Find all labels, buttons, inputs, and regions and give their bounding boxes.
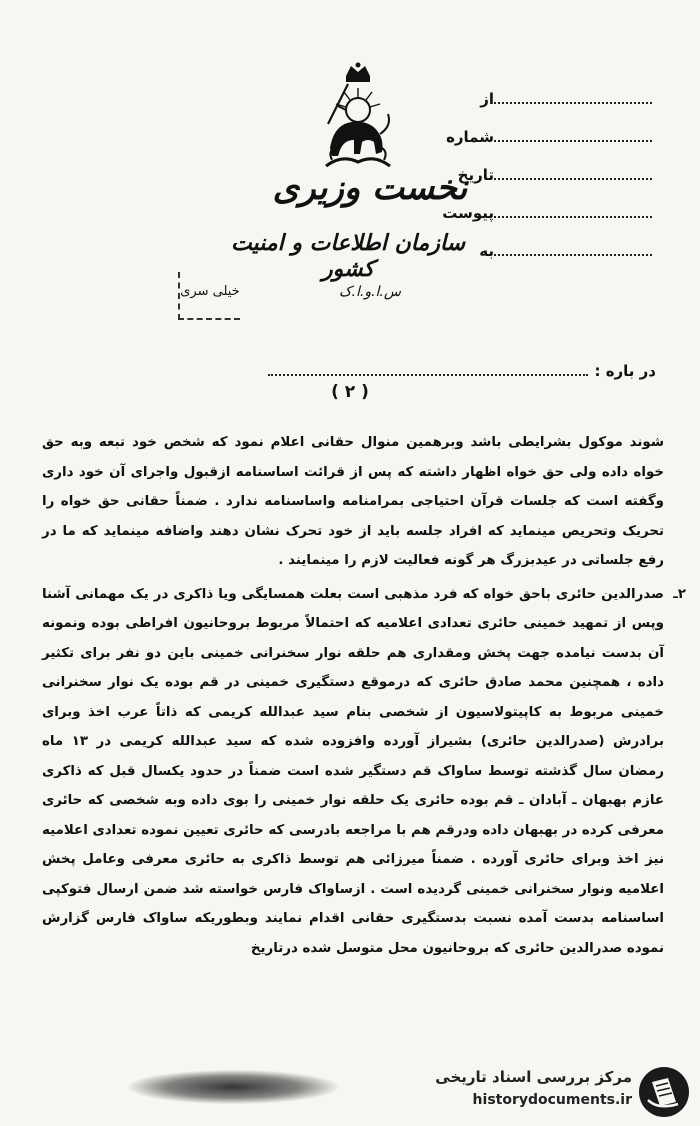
archive-logo-icon xyxy=(638,1066,690,1118)
field-dotted-line xyxy=(494,90,652,104)
field-attachment xyxy=(438,184,658,222)
field-label: از xyxy=(480,90,494,108)
item-text: صدرالدین حائری باحق خواه که فرد مذهبی است بعلت همسایگی ویا ذاکری در یک مهمانی آشنا وپس از تمهید خمینی حائری تعدادی اعلامیه که احتمالاً مربوط بروحانیون افراطی بوده ونمونه آن بدست نیامده جهت پخش ومقداری هم حلقه نوار سخنرانی خمینی باین دو نفر برای تکثیر داده ، همچنین محمد صادق حائری که درموقع دستگیری خمینی در قم بوده یک نوار سخنرانی خمینی مربوط به کاپیتولاسیون از شخصی بنام سید عبدالله کریمی که ذاتاً عرب اخذ وبرای برادرش (صدرالدین حائری) بشیراز آورده وافزوده شده که سید عبدالله کریمی در ۱۳ ماه رمضان سال گذشته توسط ساواک قم دستگیر شده است ضمناً در حدود یکسال قبل که ذاکری عازم بهبهان ـ آبادان ـ قم بوده حائری یک حلقه نوار خمینی را بوی داده وبه شخصی که حائری معرفی کرده در بهبهان داده ودرقم هم با مراجعه بادرسی که حائری تعیین نموده تعدادی اعلامیه نیز اخذ وبرای حائری آورده . ضمناً میرزائی هم توسط ذاکری به حائری معرفی وعامل پخش اعلامیه ونوار سخنرانی خمینی گردیده است . ازساواک فارس خواسته شد ضمن ارسال فتوکپی اساسنامه بدست آمده نسبت بدستگیری حقانی اقدام نمایند وبطوریکه ساواک فارس گزارش نموده صدرالدین حائری که بروحانیون محل متوسل شده درتاریخ xyxy=(42,586,664,956)
subject-dotted-line xyxy=(268,364,588,376)
ink-smudge xyxy=(128,1070,338,1104)
item-number: ۲ـ xyxy=(673,586,686,602)
subject-label: در باره : xyxy=(594,362,656,380)
watermark-url: historydocuments.ir xyxy=(472,1092,632,1108)
field-label: شماره xyxy=(446,128,494,146)
field-dotted-line xyxy=(494,166,652,180)
field-dotted-line xyxy=(494,128,652,142)
header-fields xyxy=(438,70,658,260)
field-from xyxy=(438,70,658,108)
field-dotted-line xyxy=(494,242,652,256)
ministry-title: نخست وزیری xyxy=(272,168,468,208)
field-number xyxy=(438,108,658,146)
lion-and-sun-emblem-icon xyxy=(318,62,398,174)
subject-line xyxy=(16,362,656,380)
field-date xyxy=(438,146,658,184)
watermark xyxy=(410,1066,690,1118)
page-number: ( ۲ ) xyxy=(331,382,369,402)
field-label: پیوست xyxy=(442,204,494,222)
field-label: تاریخ xyxy=(457,166,494,184)
field-dotted-line xyxy=(494,204,652,218)
body-paragraph: شوند موکول بشرایطی باشد وبرهمین منوال حقانی اعلام نمود که شخص خود تبعه وبه حق خواه داده ولی حق خواه اظهار داشته که پس از قرائت اساسنامه ازقبول واجرای آن خود داری وگفته است که جلسات قرآن احتیاجی بمرامنامه واساسنامه ندارد . ضمناً حقانی حق خواه را تحریک وتحریص مینماید که افراد جلسه باید از خود تحرک نشان دهند واضافه مینماید که ما در رفع جلساتی در عیدبزرگ هر گونه فعالیت لازم را مینمایند . xyxy=(42,435,664,568)
watermark-title: مرکز بررسی اسناد تاریخی xyxy=(435,1068,632,1086)
organization-title: سازمان اطلاعات و امنیت کشور xyxy=(230,230,466,282)
numbered-item xyxy=(42,580,686,964)
document-body xyxy=(42,428,686,963)
classification-stamp: خیلی سری xyxy=(178,272,240,320)
field-label: به xyxy=(479,242,494,260)
organization-code: س.ا.و.ا.ک xyxy=(339,284,401,300)
field-to xyxy=(438,222,658,260)
